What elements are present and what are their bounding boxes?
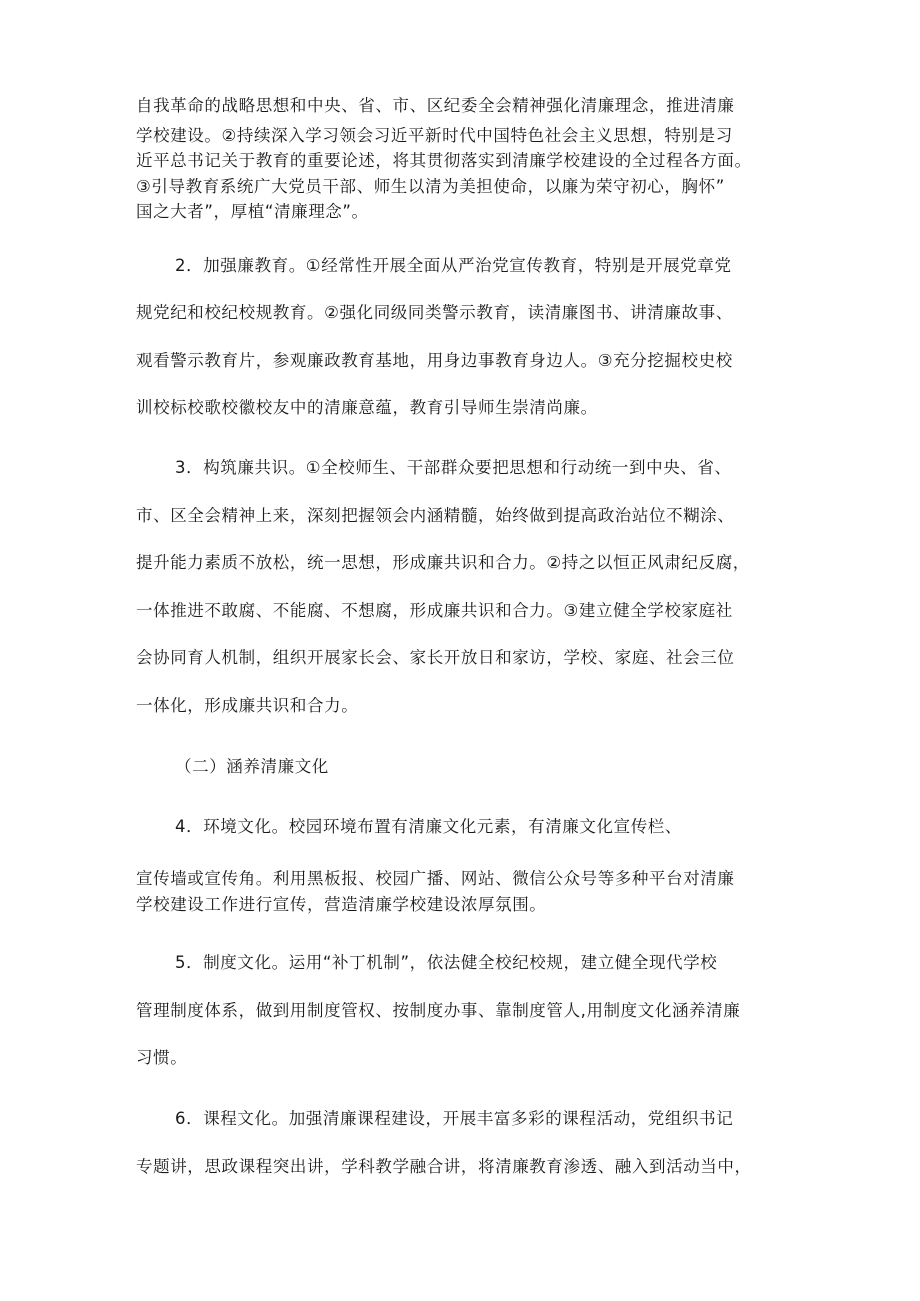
section-heading: （二）涵养清廉文化 xyxy=(175,757,329,776)
text-line: 专题讲，思政课程突出讲，学科教学融合讲，将清廉教育渗透、融入到活动当中， xyxy=(136,1157,752,1176)
text-line: ③引导教育系统广大党员干部、师生以清为美担使命，以廉为荣守初心，胸怀” xyxy=(136,177,725,196)
paragraph-3-start: 3．构筑廉共识。①全校师生、干部群众要把思想和行动统一到中央、省、 xyxy=(175,458,732,477)
text-line: 一体推进不敢腐、不能腐、不想腐，形成廉共识和合力。③建立健全学校家庭社 xyxy=(136,601,733,620)
paragraph-5-start: 5．制度文化。运用“补丁机制”，依法健全校纪校规，建立健全现代学校 xyxy=(175,953,718,972)
paragraph-4-start: 4．环境文化。校园环境布置有清廉文化元素，有清廉文化宣传栏、 xyxy=(175,817,682,836)
text-line: 自我革命的战略思想和中央、省、市、区纪委全会精神强化清廉理念，推进清廉 xyxy=(136,96,735,115)
text-line: 宣传墙或宣传角。利用黑板报、校园广播、网站、微信公众号等多种平台对清廉 xyxy=(136,869,735,888)
text-line: 管理制度体系，做到用制度管权、按制度办事、靠制度管人,用制度文化涵养清廉 xyxy=(136,1001,741,1020)
text-line: 提升能力素质不放松，统一思想，形成廉共识和合力。②持之以恒正风肃纪反腐， xyxy=(136,553,750,572)
text-line: 一体化，形成廉共识和合力。 xyxy=(136,696,359,715)
text-line: 近平总书记关于教育的重要论述，将其贯彻落实到清廉学校建设的全过程各方面。 xyxy=(136,151,752,170)
text-line: 市、区全会精神上来，深刻把握领会内涵精髓，始终做到提高政治站位不糊涂、 xyxy=(136,506,735,525)
text-line: 习惯。 xyxy=(136,1048,188,1067)
text-line: 规党纪和校纪校规教育。②强化同级同类警示教育，读清廉图书、讲清廉故事、 xyxy=(136,303,733,322)
text-line: 学校建设。②持续深入学习领会习近平新时代中国特色社会主义思想，特别是习 xyxy=(136,126,733,145)
paragraph-6-start: 6．课程文化。加强清廉课程建设，开展丰富多彩的课程活动，党组织书记 xyxy=(175,1109,734,1128)
text-line: 会协同育人机制，组织开展家长会、家长开放日和家访，学校、家庭、社会三位 xyxy=(136,648,735,667)
text-line: 学校建设工作进行宣传，营造清廉学校建设浓厚氛围。 xyxy=(136,895,547,914)
paragraph-2-start: 2．加强廉教育。①经常性开展全面从严治党宣传教育，特别是开展党章党 xyxy=(175,256,732,275)
text-line: 观看警示教育片，参观廉政教育基地，用身边事教育身边人。③充分挖掘校史校 xyxy=(136,351,733,370)
text-line: 国之大者”，厚植“清廉理念”。 xyxy=(136,202,369,221)
text-line: 训校标校歌校徽校友中的清廉意蕴，教育引导师生崇清尚廉。 xyxy=(136,398,598,417)
